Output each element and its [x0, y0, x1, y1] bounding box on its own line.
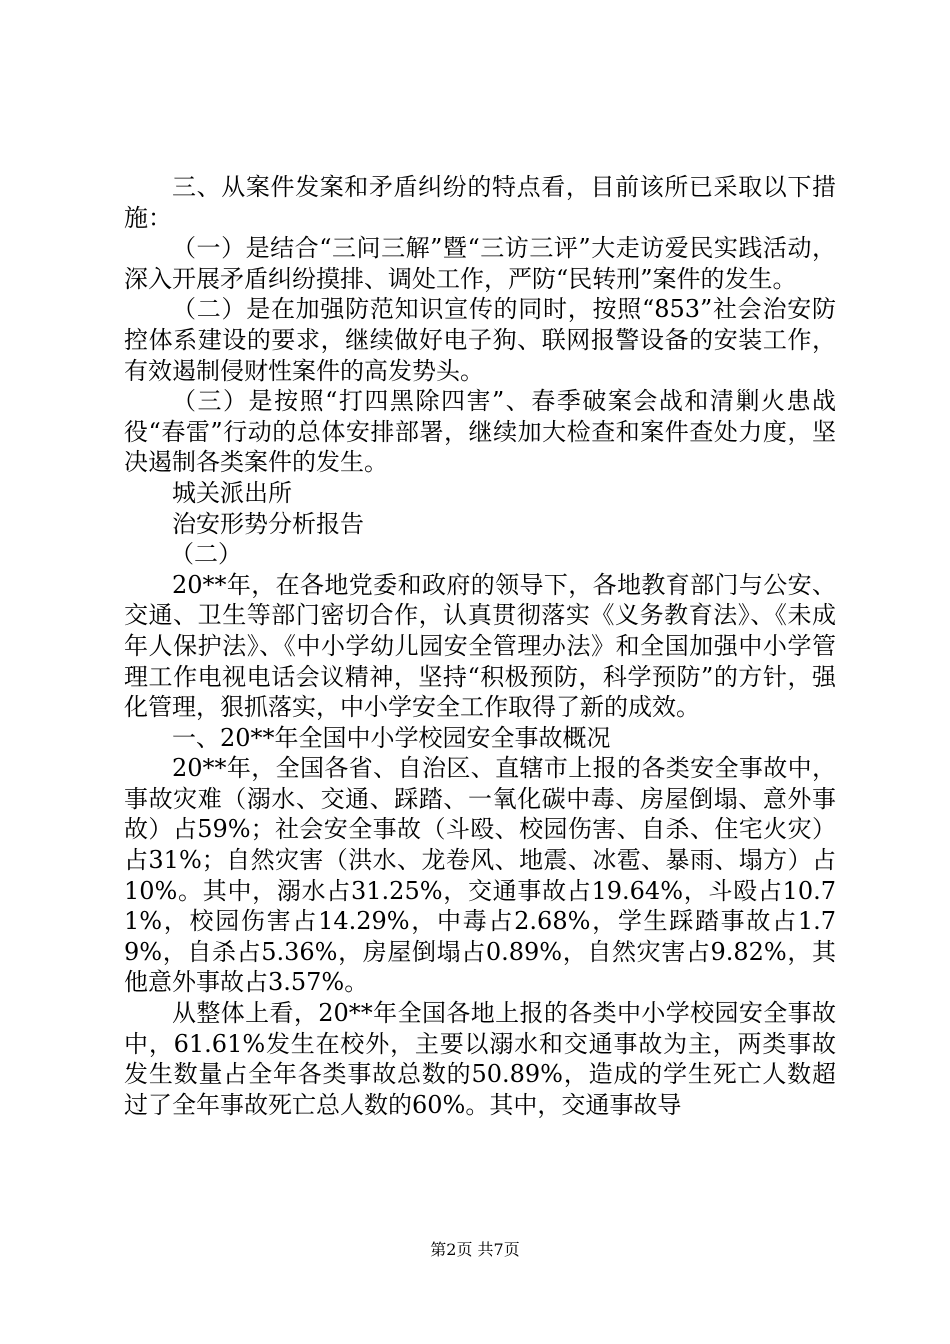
paragraph-accident-stats: 20**年，全国各省、自治区、直辖市上报的各类安全事故中，事故灾难（溺水、交通、踩踏、一氧化碳中毒、房屋倒塌、意外事故）占59%；社会安全事故（斗殴、校园伤害、自杀、住宅火灾）占31%；自然灾害（洪水、龙卷风、地震、冰雹、暴雨、塌方）占10%。其中，溺水占31.25%，交通事故占19.64%，斗殴占10.71%，校园伤害占14.29%，中毒占2.68%，学生踩踏事故占1.79%，自杀占5.36%，房屋倒塌占0.89%，自然灾害占9.82%，其他意外事故占3.57%。 — [124, 754, 836, 997]
signature-unit: 城关派出所 — [172, 478, 292, 507]
report-title: 治安形势分析报告 — [172, 509, 364, 538]
paragraph-measure-3: （三）是按照“打四黑除四害”、春季破案会战和清剿火患战役“春雷”行动的总体安排部署，继续加大检查和案件查处力度，坚决遏制各类案件的发生。 — [124, 387, 836, 477]
section-heading-1: 一、20**年全国中小学校园安全事故概况 — [172, 723, 611, 752]
document-body — [124, 172, 836, 1120]
paragraph-measure-1: （一）是结合“三问三解”暨“三访三评”大走访爱民实践活动，深入开展矛盾纠纷摸排、调处工作，严防“民转刑”案件的发生。 — [124, 234, 836, 293]
paragraph-measures-intro: 三、从案件发案和矛盾纠纷的特点看，目前该所已采取以下措施： — [124, 173, 836, 232]
paragraph-measure-2: （二）是在加强防范知识宣传的同时，按照“853”社会治安防控体系建设的要求，继续做好电子狗、联网报警设备的安装工作，有效遏制侵财性案件的高发势头。 — [124, 295, 836, 385]
paragraph-overall-analysis: 从整体上看，20**年全国各地上报的各类中小学校园安全事故中，61.61%发生在校外，主要以溺水和交通事故为主，两类事故发生数量占全年各类事故总数的50.89%，造成的学生死亡人数超过了全年事故死亡总人数的60%。其中，交通事故导 — [124, 999, 836, 1119]
page-number-footer: 第2页 共7页 — [430, 1240, 520, 1259]
section-number: （二） — [170, 540, 242, 569]
paragraph-overview: 20**年，在各地党委和政府的领导下，各地教育部门与公安、交通、卫生等部门密切合作，认真贯彻落实《义务教育法》、《未成年人保护法》、《中小学幼儿园安全管理办法》和全国加强中小学管理工作电视电话会议精神，坚持“积极预防，科学预防”的方针，强化管理，狠抓落实，中小学安全工作取得了新的成效。 — [124, 570, 836, 722]
